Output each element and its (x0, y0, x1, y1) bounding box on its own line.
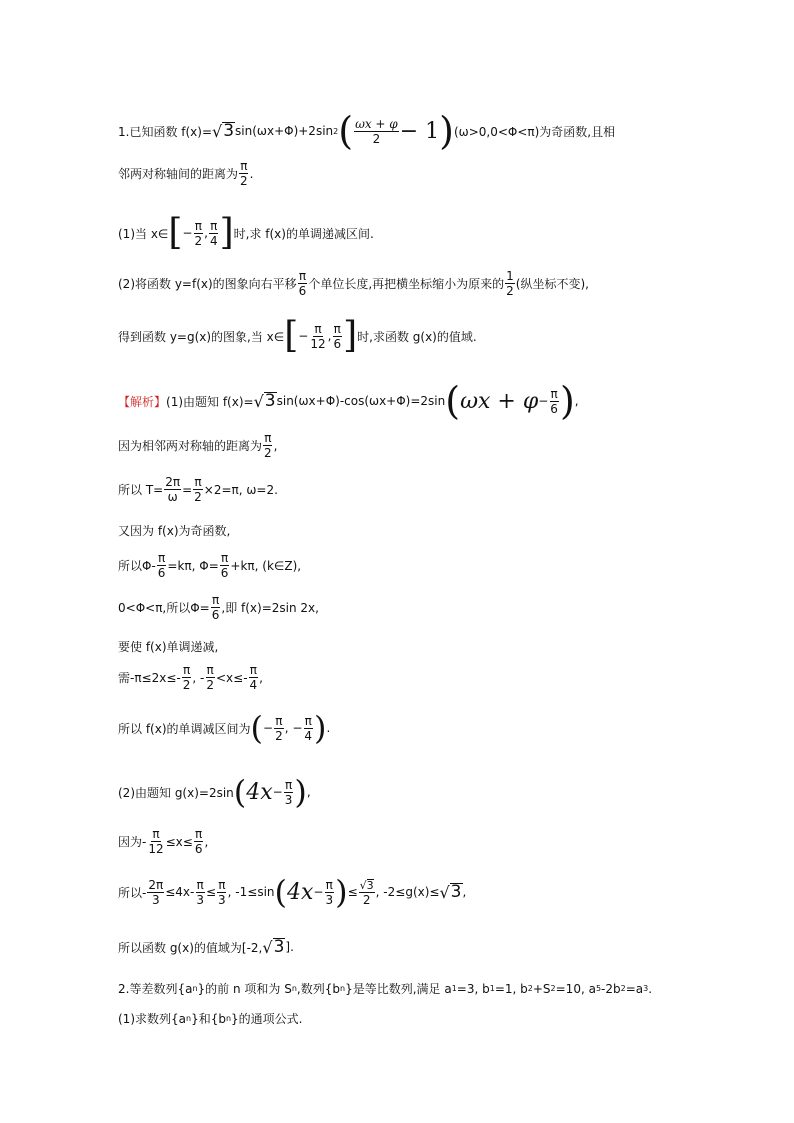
solution-line4: 又因为 f(x)为奇函数, (118, 524, 231, 538)
problem2-line1: 2.等差数列{a n }的前 n 项和为 S n ,数列{b n }是等比数列,满足 a 1 =3, b 1 =1, b 2 +S 2 =10, a 5 -2b 2 =a 3 . (118, 981, 653, 996)
solution-line13: 所以函数 g(x)的值域为[-2, √ 3 ]. (118, 937, 294, 957)
solution-line9: 所以 f(x)的单调减区间为 ( − $\frac{\pi}{2}$ , − $\frac{\pi}{4}$ ) . (118, 709, 331, 747)
problem1-line1: 1.已知函数 f(x)= √ 3 sin(ωx+Φ)+2sin 2 ( $\frac{\omega x + \varphi}{2}$ − 1 ) (ω>0,0<Φ<π)为奇函数,且相 (118, 109, 616, 153)
fraction-omega-phi-over-2: $\frac{\omega x + \varphi}{2}$ (355, 116, 398, 146)
solution-line8: 需-π≤2x≤- $\frac{\pi}{2}$ , - $\frac{\pi}{2}$ <x≤- $\frac{\pi}{4}$ , (118, 663, 263, 692)
problem1-stmt-b: sin(ωx+Φ)+2sin (235, 124, 334, 138)
problem1-part1: (1)当 x∈ [ − $\frac{\pi}{2}$ , $\frac{\pi}{4}$ ] 时,求 f(x)的单调递减区间. (118, 212, 374, 253)
solution-line12: 所以- $\frac{2\pi}{3}$ ≤4x- $\frac{\pi}{3}$ ≤ $\frac{\pi}{3}$ , -1≤sin ( 4x − $\frac{\pi}{3}$ ) ≤ √ 3 2 , -2≤g(x)≤ √ 3 , (118, 873, 467, 911)
solution-line10: (2)由题知 g(x)=2sin ( 4x − $\frac{\pi}{3}$ ) , (118, 773, 311, 811)
left-paren: ( (338, 109, 354, 153)
fraction-pi-over-2: $\frac{\pi}{2}$ (240, 159, 248, 188)
problem2-part1: (1)求数列{a n }和{b n }的通项公式. (118, 1012, 303, 1026)
solution-line7: 要使 f(x)单调递减, (118, 640, 219, 654)
solution-line3: 所以 T= $\frac{2\pi}{\omega}$ = $\frac{\pi}{2}$ ×2=π, ω=2. (118, 475, 278, 504)
solution-line11: 因为- $\frac{\pi}{12}$ ≤x≤ $\frac{\pi}{6}$ , (118, 827, 209, 856)
solution-line5: 所以Φ- $\frac{\pi}{6}$ =kπ, Φ= $\frac{\pi}{6}$ +kπ, (k∈Z), (118, 551, 302, 580)
minus-one: − 1 (399, 118, 440, 144)
right-paren: ) (439, 109, 454, 153)
problem1-stmt-a: 1.已知函数 f(x)= (118, 124, 213, 139)
left-bracket: [ (168, 212, 183, 253)
problem1-part2: (2)将函数 y=f(x)的图象向右平移 $\frac{\pi}{6}$ 个单位长度,再把横坐标缩小为原来的 $\frac{1}{2}$ (纵坐标不变), (118, 269, 589, 298)
right-bracket: ] (219, 212, 234, 253)
problem1-part2-line2: 得到函数 y=g(x)的图象,当 x∈ [ − $\frac{\pi}{12}$ , $\frac{\pi}{6}$ ] 时,求函数 g(x)的值域. (118, 315, 477, 356)
sqrt-3: √ 3 (212, 121, 235, 141)
solution-tag: 【解析】 (118, 394, 167, 409)
solution-line2: 因为相邻两对称轴的距离为 $\frac{\pi}{2}$ , (118, 431, 278, 460)
solution-line1: 【解析】 (1)由题知 f(x)= √ 3 sin(ωx+Φ)-cos(ωx+Φ)=2sin ( ωx + φ − $\frac{\pi}{6}$ ) , (118, 379, 579, 423)
problem1-stmt-c: (ω>0,0<Φ<π)为奇函数,且相 (453, 124, 616, 139)
solution-line6: 0<Φ<π,所以Φ= $\frac{\pi}{6}$ ,即 f(x)=2sin 2x, (118, 593, 319, 622)
problem1-line2: 邻两对称轴间的距离为 $\frac{\pi}{2}$ . (118, 159, 254, 188)
